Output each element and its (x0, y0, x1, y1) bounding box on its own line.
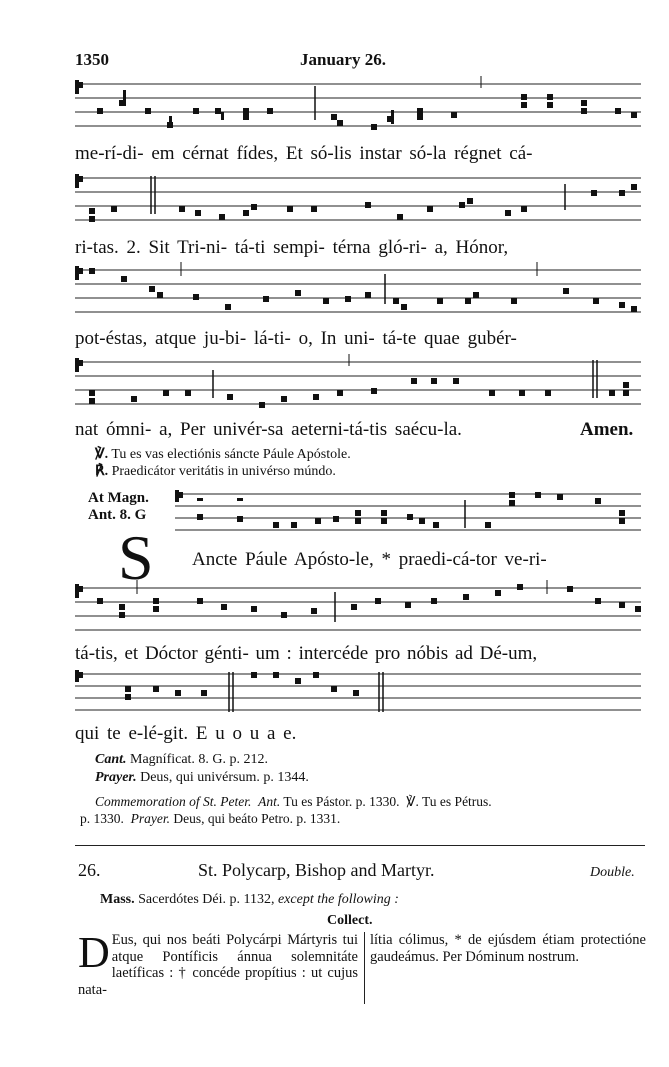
music-staff-6 (75, 576, 645, 644)
versicle-symbol: ℣. (95, 447, 109, 462)
response-text: Praedicátor veritátis in univérso múndo. (111, 464, 336, 479)
antiphon-lyrics-line-3: qui te e-lé-git. E u o u a e. (75, 723, 297, 744)
versicle-text: Tu es vas electiónis sáncte Páule Apóstole. (111, 447, 351, 462)
music-staff-2 (75, 166, 645, 234)
response-line (95, 463, 336, 480)
collect-right-column (370, 932, 646, 965)
mass-line (100, 892, 399, 908)
prayer-note (95, 770, 309, 786)
commemoration-prayer-label: Prayer. (130, 811, 170, 826)
music-staff-7 (75, 664, 645, 722)
amen-text: Amen. (580, 419, 634, 440)
chant-lyrics-line-3: pot-éstas, atque ju-bi- lá-ti- o, In uni- tá-te quae gubér- (75, 328, 517, 349)
feast-rank: Double. (590, 865, 635, 880)
initial-letter-s: S (118, 522, 154, 593)
chant-lyrics-line-1: me-rí-di- em cérnat fídes, Et só-lis instar só-la régnet cá- (75, 143, 533, 164)
page-number: 1350 (75, 50, 109, 69)
prayer-label: Prayer. (95, 770, 137, 785)
antiphon-label-magn: At Magn. (88, 490, 149, 506)
collect-right-text: lítia cólimus, * de ejúsdem étiam protectióne gaudeámus. Per Dóminum nostrum. (370, 932, 646, 965)
canticle-note (95, 752, 268, 768)
commemoration-page: p. 1330. (80, 811, 124, 826)
chant-lyrics-line-2: ri-tas. 2. Sit Tri-ni- tá-ti sempi- térna gló-ri- a, Hónor, (75, 237, 509, 258)
commemoration-versicle: ℣. Tu es Pétrus. (406, 794, 492, 809)
prayer-text: Deus, qui univérsum. p. 1344. (140, 770, 309, 785)
commemoration-line-2 (80, 811, 340, 827)
response-symbol: ℟. (95, 464, 109, 479)
commemoration-label: Commemoration of St. Peter. (95, 794, 252, 809)
antiphon-label-mode: Ant. 8. G (88, 507, 147, 523)
canticle-label: Cant. (95, 752, 127, 767)
versicle-line (95, 446, 351, 463)
canticle-text: Magníficat. 8. G. p. 212. (130, 752, 269, 767)
section-divider (75, 845, 645, 846)
mass-tail: except the following : (277, 892, 399, 907)
music-staff-1 (75, 72, 645, 140)
collect-initial: D (78, 928, 110, 977)
collect-left-column (78, 928, 358, 998)
commemoration-line-1 (95, 794, 492, 810)
commemoration-antiphon-label: Ant. (258, 794, 281, 809)
mass-label: Mass. (100, 892, 135, 907)
mass-text: Sacerdótes Déi. p. 1132, (138, 892, 275, 907)
feast-day: 26. (78, 860, 101, 880)
antiphon-lyrics-line-2: tá-tis, et Dóctor génti- um : intercéde pro nóbis ad Dé-um, (75, 643, 538, 664)
commemoration-antiphon-text: Tu es Pástor. p. 1330. (283, 794, 400, 809)
column-divider (364, 932, 365, 1004)
music-staff-5 (175, 484, 645, 546)
music-staff-3 (75, 258, 645, 326)
music-staff-4 (75, 350, 645, 418)
commemoration-prayer-text: Deus, qui beáto Petro. p. 1331. (173, 811, 341, 826)
antiphon-lyrics-line-1: Ancte Páule Apósto-le, * praedi-cá-tor ve-ri- (192, 549, 547, 570)
chant-lyrics-line-4: nat ómni- a, Per univér-sa aeterni-tá-tis saécu-la. (75, 419, 462, 440)
collect-heading: Collect. (327, 913, 373, 928)
running-title: January 26. (300, 50, 386, 69)
feast-title: St. Polycarp, Bishop and Martyr. (198, 860, 435, 880)
collect-left-text: Eus, qui nos beáti Polycárpi Mártyris tui atque Pontíficis ánnua solemnitáte laetíficas : † concéde propítius : ut cujus nata- (78, 932, 358, 998)
